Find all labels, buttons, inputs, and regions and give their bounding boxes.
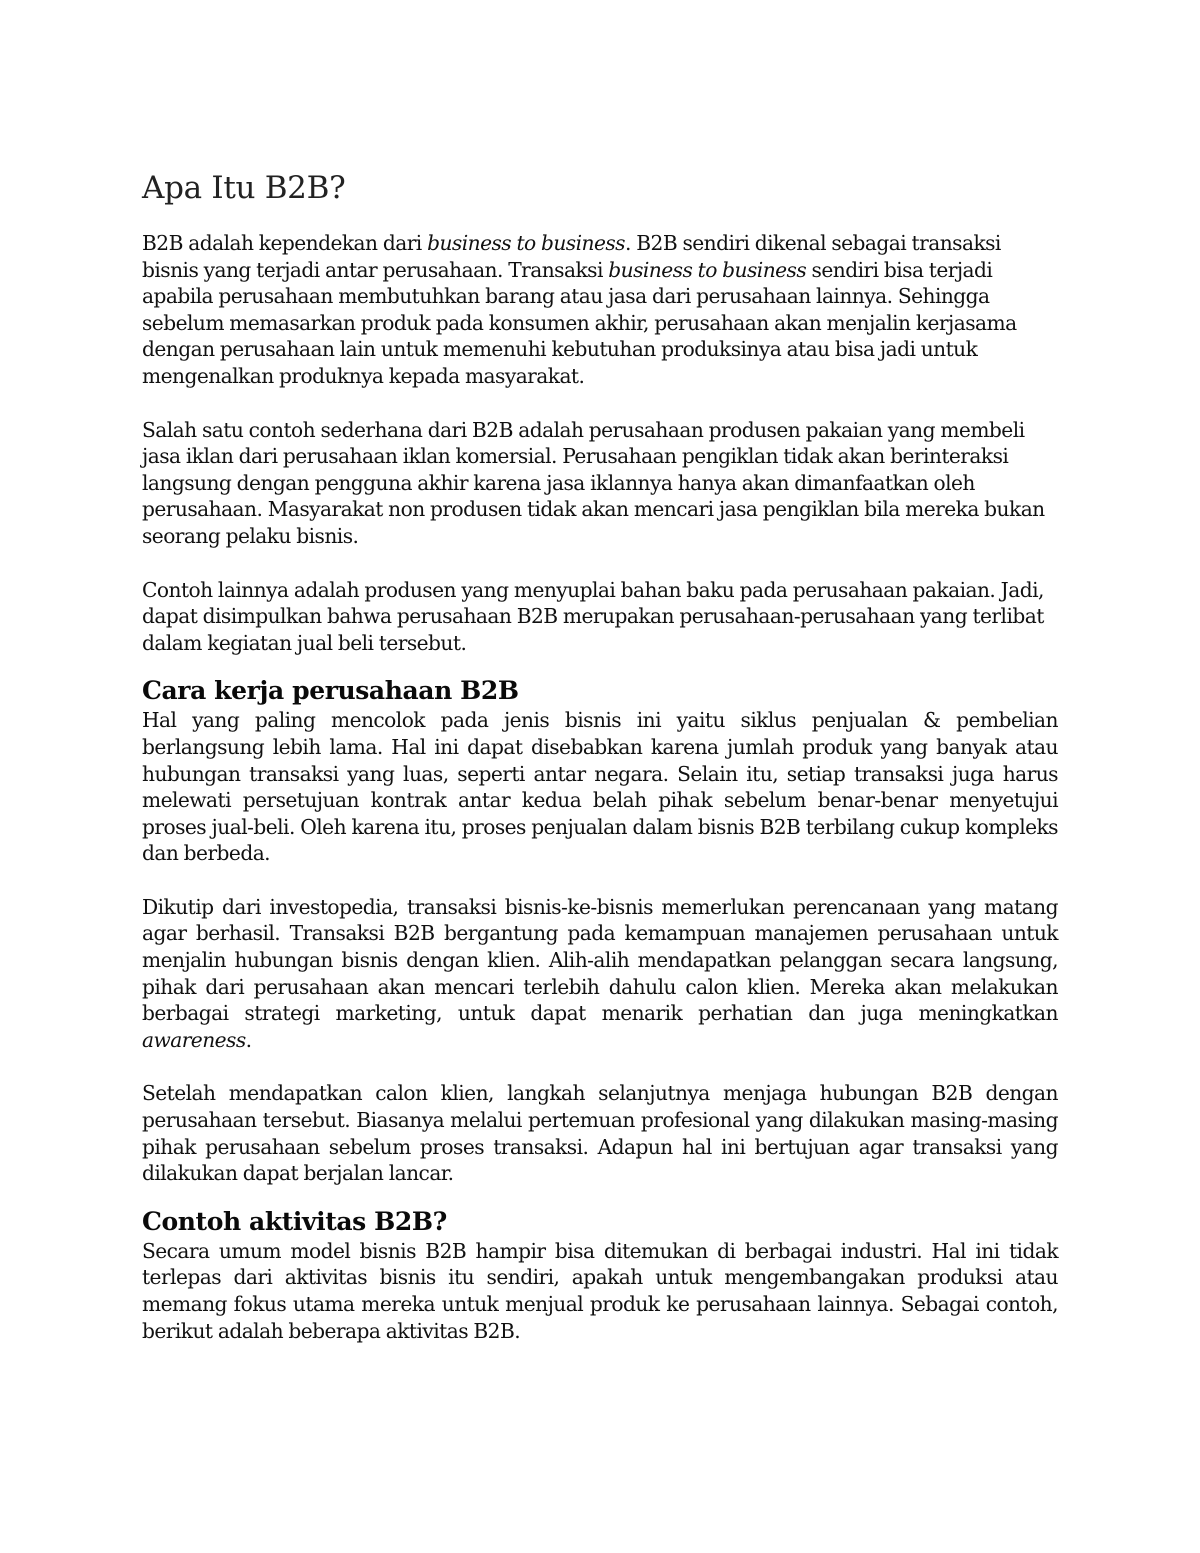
section-heading-contoh-aktivitas: Contoh aktivitas B2B?	[142, 1206, 447, 1236]
section-spacer	[142, 1187, 1058, 1206]
intro-paragraph-1	[142, 230, 1058, 390]
intro-paragraph-3: Contoh lainnya adalah produsen yang menyuplai bahan baku pada perusahaan pakaian. Jadi, dapat disimpulkan bahwa perusahaan B2B merupakan perusahaan-perusahaan yang terlibat dalam kegiatan jual beli tersebut.	[142, 577, 1044, 655]
intro-p1-text-c: sendiri bisa terjadi apabila perusahaan membutuhkan barang atau jasa dari perusahaan lainnya. Sehingga sebelum memasarkan produk pada konsumen akhir, perusahaan akan menjalin kerjasama dengan perusahaan lain untuk memenuhi kebutuhan produksinya atau bisa jadi untuk mengenalkan produknya kepada masyarakat.	[142, 257, 1017, 388]
intro-p1-text-a: B2B adalah kependekan dari	[142, 231, 428, 255]
section-spacer	[142, 656, 1058, 675]
intro-p1-emphasis-2: business to business	[608, 257, 807, 282]
section1-paragraph-1: Hal yang paling mencolok pada jenis bisnis ini yaitu siklus penjualan & pembelian berlangsung lebih lama. Hal ini dapat disebabkan karena jumlah produk yang banyak atau hubungan transaksi yang luas, seperti antar negara. Selain itu, setiap transaksi juga harus melewati persetujuan kontrak antar kedua belah pihak sebelum benar-benar menyetujui proses jual-beli. Oleh karena itu, proses penjualan dalam bisnis B2B terbilang cukup kompleks dan berbeda.	[142, 708, 1058, 866]
document-page	[142, 168, 1058, 1344]
section1-paragraph-3: Setelah mendapatkan calon klien, langkah selanjutnya menjaga hubungan B2B dengan perusahaan tersebut. Biasanya melalui pertemuan profesional yang dilakukan masing-masing pihak perusahaan sebelum proses transaksi. Adapun hal ini bertujuan agar transaksi yang dilakukan dapat berjalan lancar.	[142, 1081, 1058, 1186]
section1-paragraph-2	[142, 894, 1058, 1054]
section1-p2-text-b: .	[245, 1027, 252, 1052]
section2-paragraph-1: Secara umum model bisnis B2B hampir bisa ditemukan di berbagai industri. Hal ini tidak terlepas dari aktivitas bisnis itu sendiri, apakah untuk mengembangakan produksi atau memang fokus utama mereka untuk menjual produk ke perusahaan lainnya. Sebagai contoh, berikut adalah beberapa aktivitas B2B.	[142, 1238, 1058, 1343]
paragraph-spacer	[142, 550, 1058, 577]
section-heading-cara-kerja: Cara kerja perusahaan B2B	[142, 676, 519, 706]
intro-p1-text-b: . B2B sendiri dikenal sebagai transaksi bisnis yang terjadi antar perusahaan. Transaksi	[142, 231, 1001, 282]
intro-p1-emphasis-1: business to business	[427, 231, 625, 255]
section1-p2-emphasis: awareness	[142, 1027, 246, 1052]
page-title: Apa Itu B2B?	[142, 170, 346, 206]
section1-p2-text-a: Dikutip dari investopedia, transaksi bisnis-ke-bisnis memerlukan perencanaan yang matang agar berhasil. Transaksi B2B bergantung pada kemampuan manajemen perusahaan untuk menjalin hubungan bisnis dengan klien. Alih-alih mendapatkan pelanggan secara langsung, pihak dari perusahaan akan mencari terlebih dahulu calon klien. Mereka akan melakukan berbagai strategi marketing, untuk dapat menarik perhatian dan juga meningkatkan	[142, 894, 1058, 1026]
paragraph-spacer	[142, 390, 1058, 417]
intro-paragraph-2: Salah satu contoh sederhana dari B2B adalah perusahaan produsen pakaian yang membeli jasa iklan dari perusahaan iklan komersial. Perusahaan pengiklan tidak akan berinteraksi langsung dengan pengguna akhir karena jasa iklannya hanya akan dimanfaatkan oleh perusahaan. Masyarakat non produsen tidak akan mencari jasa pengiklan bila mereka bukan seorang pelaku bisnis.	[142, 417, 1045, 548]
paragraph-spacer	[142, 867, 1058, 894]
paragraph-spacer	[142, 1053, 1058, 1080]
